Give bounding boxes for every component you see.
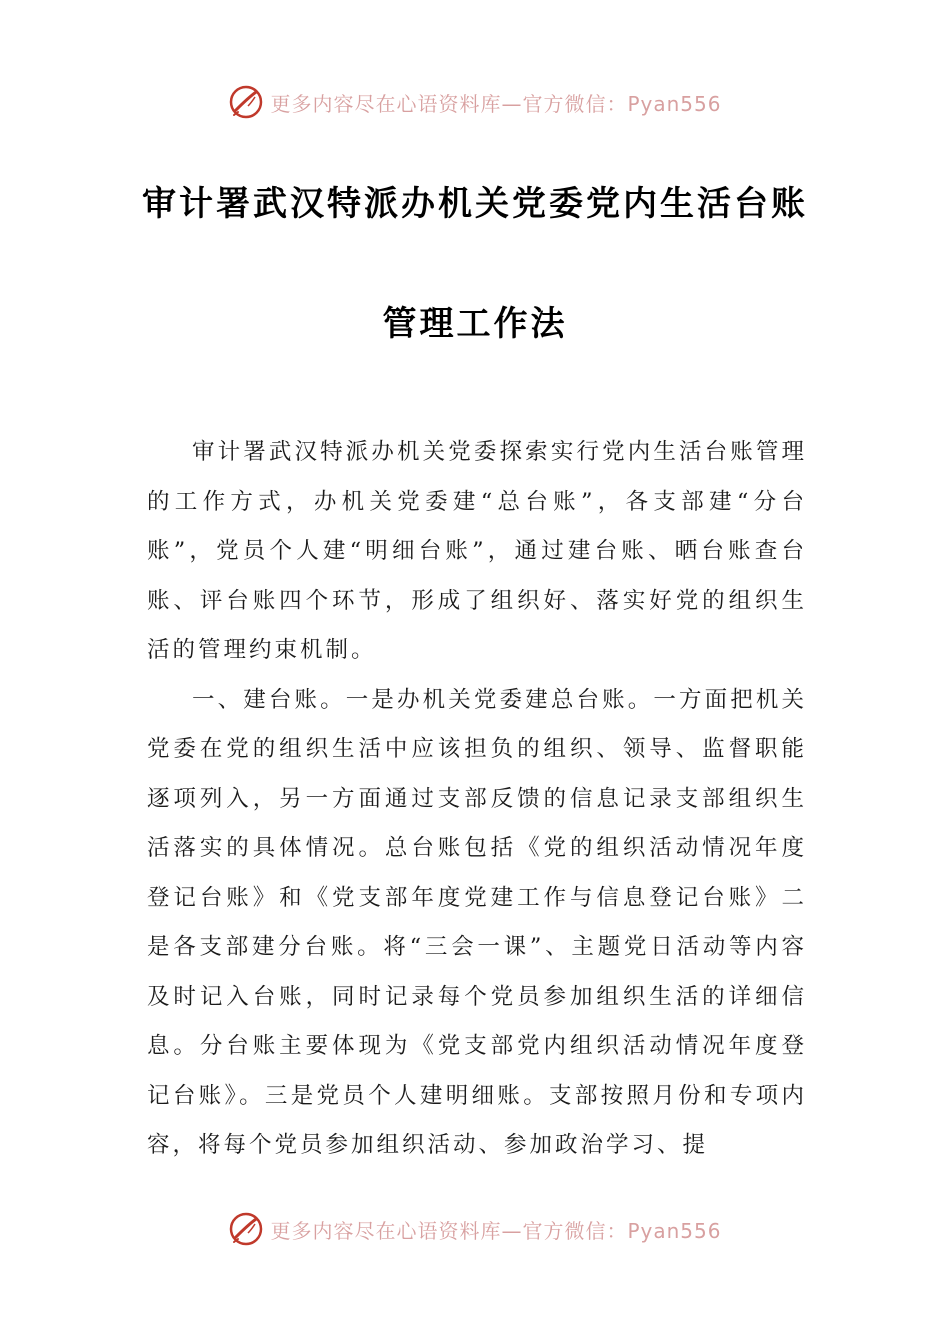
paragraph-intro: 审计署武汉特派办机关党委探索实行党内生活台账管理的工作方式，办机关党委建“总台账”，各支部建“分台账”，党员个人建“明细台账”，通过建台账、晒台账查台账、评台账四个环节，形成了组织好、落实好党的组织生活的管理约束机制。	[147, 439, 807, 663]
footer-banner	[0, 1207, 950, 1251]
document-body	[147, 428, 807, 1171]
document-title-line1: 审计署武汉特派办机关党委党内生活台账	[142, 184, 808, 224]
pen-logo-icon	[228, 84, 264, 120]
header-banner	[0, 80, 950, 124]
pen-logo-icon	[228, 1211, 264, 1247]
document-title-line2: 管理工作法	[382, 304, 568, 344]
paragraph-build-ledger: 一、建台账。一是办机关党委建总台账。一方面把机关党委在党的组织生活中应该担负的组织、领导、监督职能逐项列入，另一方面通过支部反馈的信息记录支部组织生活落实的具体情况。总台账包括《党的组织活动情况年度登记台账》和《党支部年度党建工作与信息登记台账》二是各支部建分台账。将“三会一课”、主题党日活动等内容及时记入台账，同时记录每个党员参加组织生活的详细信息。分台账主要体现为《党支部党内组织活动情况年度登记台账》。三是党员个人建明细账。支部按照月份和专项内容，将每个党员参加组织活动、参加政治学习、提	[147, 686, 807, 1158]
footer-banner-text: 更多内容尽在心语资料库—官方微信：Pyan556	[270, 1218, 722, 1243]
header-banner-text: 更多内容尽在心语资料库—官方微信：Pyan556	[270, 91, 722, 116]
